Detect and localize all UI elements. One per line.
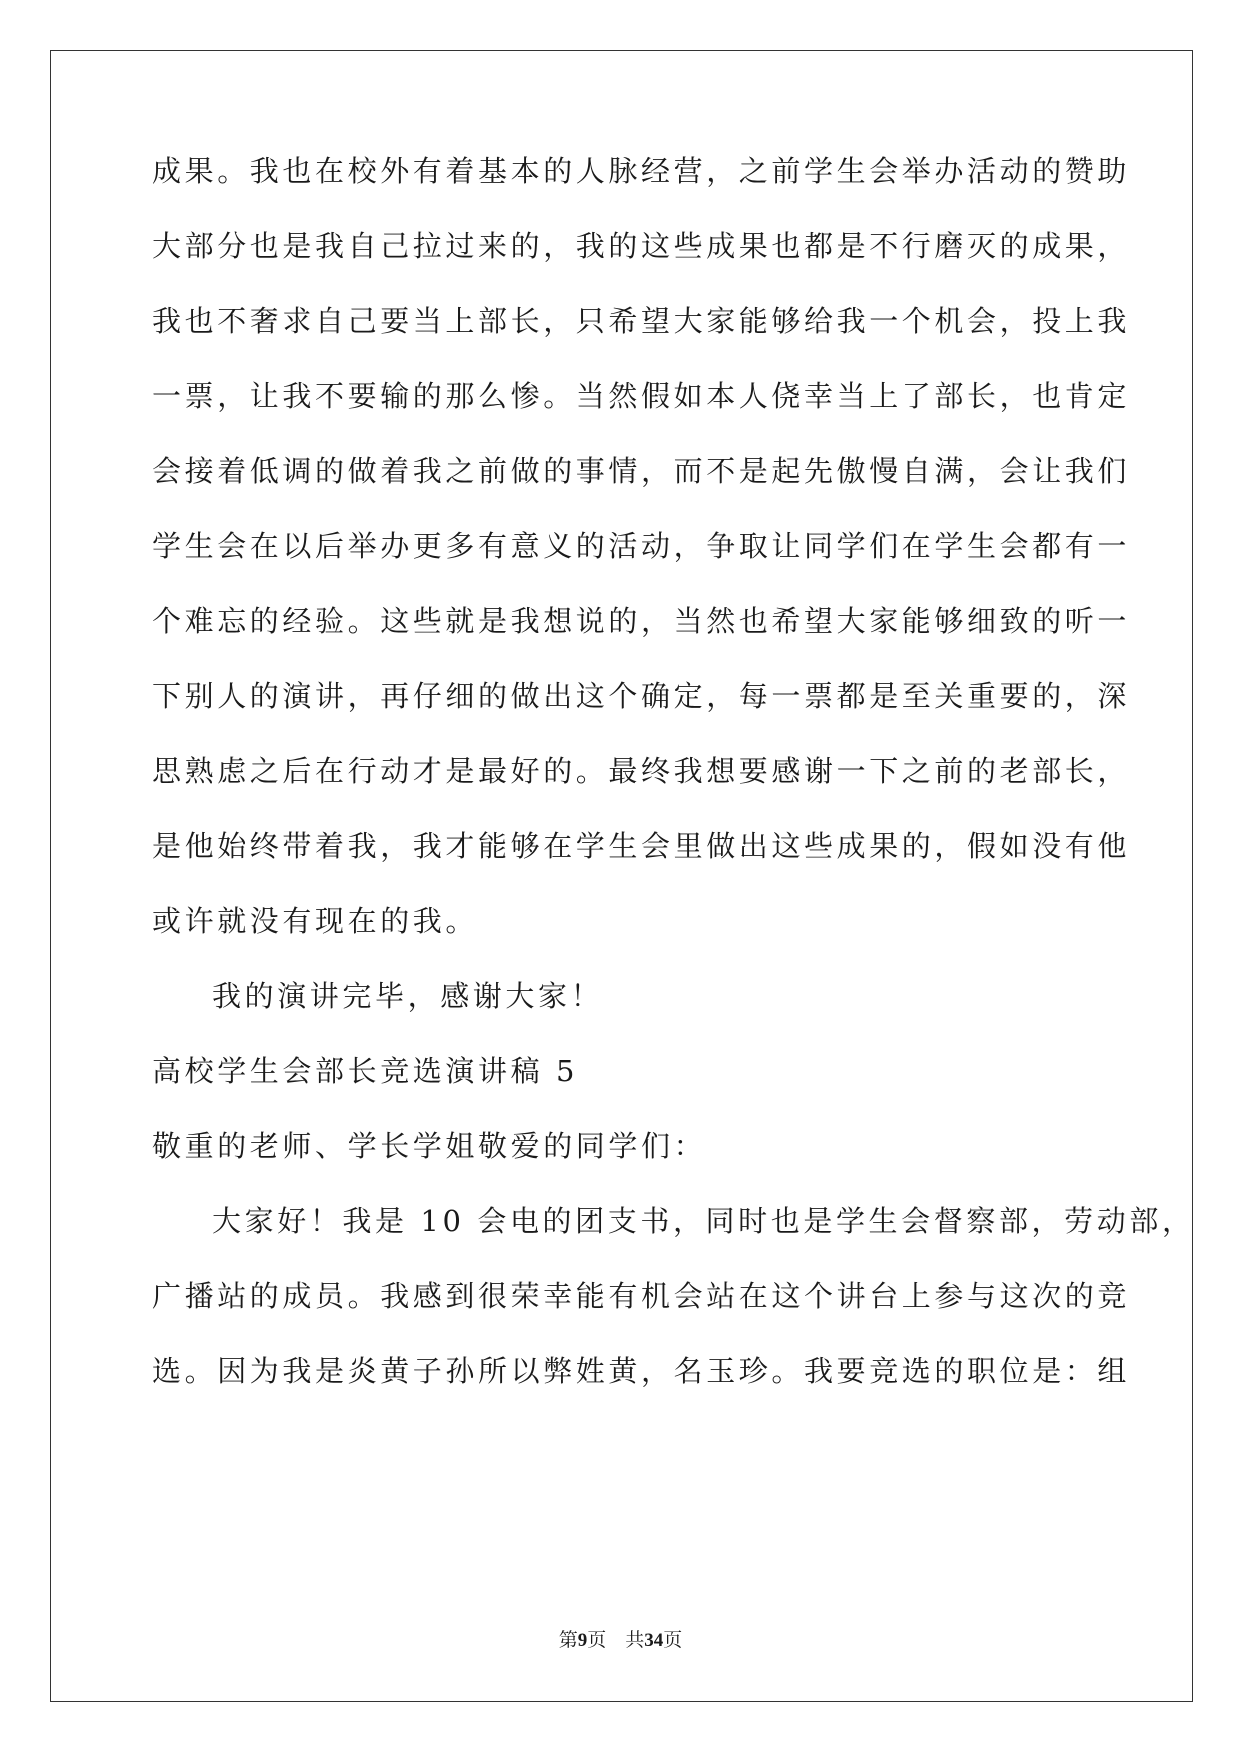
- page-footer: [0, 1628, 1241, 1653]
- text-line: 学生会在以后举办更多有意义的活动，争取让同学们在学生会都有一: [152, 529, 1131, 563]
- text-line: 广播站的成员。我感到很荣幸能有机会站在这个讲台上参与这次的竞: [152, 1279, 1131, 1313]
- closing-line: 我的演讲完毕，感谢大家！: [212, 979, 604, 1013]
- section-heading: 高校学生会部长竞选演讲稿 5: [152, 1054, 579, 1088]
- text-line: 大部分也是我自己拉过来的，我的这些成果也都是不行磨灭的成果，: [152, 229, 1131, 263]
- footer-suffix: 页: [663, 1629, 683, 1651]
- page-frame: [50, 50, 1193, 1702]
- text-line: 我也不奢求自己要当上部长，只希望大家能够给我一个机会，投上我: [152, 304, 1131, 338]
- footer-prefix: 第: [558, 1629, 578, 1651]
- text-line: 是他始终带着我，我才能够在学生会里做出这些成果的，假如没有他: [152, 829, 1131, 863]
- text-line: 成果。我也在校外有着基本的人脉经营，之前学生会举办活动的赞助: [152, 154, 1131, 188]
- text-line: 会接着低调的做着我之前做的事情，而不是起先傲慢自满，会让我们: [152, 454, 1131, 488]
- page-number: 9: [577, 1630, 588, 1651]
- text-line: 下别人的演讲，再仔细的做出这个确定，每一票都是至关重要的，深: [152, 679, 1131, 713]
- text-line: 选。因为我是炎黄子孙所以弊姓黄，名玉珍。我要竞选的职位是：组: [152, 1354, 1131, 1388]
- text-line: 思熟虑之后在行动才是最好的。最终我想要感谢一下之前的老部长，: [152, 754, 1131, 788]
- text-line: 一票，让我不要输的那么惨。当然假如本人侥幸当上了部长，也肯定: [152, 379, 1131, 413]
- total-pages: 34: [644, 1630, 664, 1651]
- text-line: 大家好！我是 10 会电的团支书，同时也是学生会督察部，劳动部，: [212, 1204, 1195, 1238]
- footer-middle: 页 共: [587, 1629, 645, 1651]
- text-line: 或许就没有现在的我。: [152, 904, 479, 938]
- salutation: 敬重的老师、学长学姐敬爱的同学们：: [152, 1129, 707, 1163]
- text-line: 个难忘的经验。这些就是我想说的，当然也希望大家能够细致的听一: [152, 604, 1131, 638]
